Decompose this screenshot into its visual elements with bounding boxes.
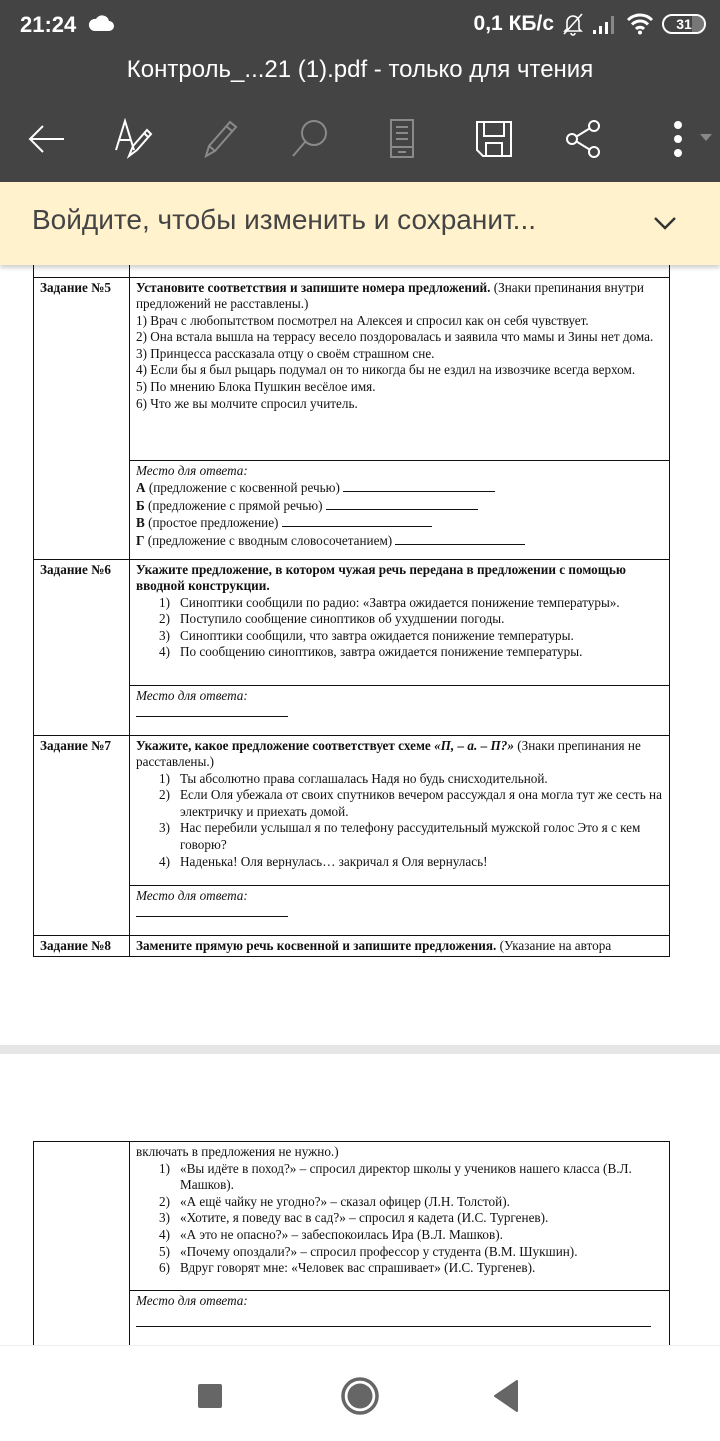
status-time: 21:24 bbox=[20, 12, 77, 37]
task-7-content bbox=[130, 735, 670, 885]
back-nav-button[interactable] bbox=[484, 1374, 528, 1418]
option: 2) «А ещё чайку не угодно?» – сказал офицер (Л.Н. Толстой). bbox=[159, 1193, 510, 1209]
sentence: 5) По мнению Блока Пушкин весёлое имя. bbox=[136, 379, 376, 395]
battery-icon bbox=[662, 14, 706, 34]
battery-level: 31 bbox=[676, 16, 692, 32]
task-6-label: Задание №6 bbox=[34, 559, 130, 735]
pencil-icon bbox=[200, 118, 240, 160]
tasks-table-page-2 bbox=[33, 1141, 670, 1345]
task-8-answer-row bbox=[34, 1291, 670, 1346]
save-icon bbox=[474, 119, 514, 159]
back-button[interactable] bbox=[20, 113, 72, 165]
home-button[interactable] bbox=[338, 1374, 382, 1418]
task-5-answer bbox=[130, 460, 670, 559]
sign-in-banner[interactable] bbox=[0, 182, 720, 265]
sentence: 4) Если бы я был рыцарь подумал он то никогда бы не ездил на извозчике всегда верхом. bbox=[136, 362, 636, 378]
answer-label: Место для ответа: bbox=[136, 1293, 248, 1308]
answer-blank[interactable] bbox=[395, 532, 525, 545]
task-6-options bbox=[136, 595, 663, 661]
answer-item-g: Г (предложение с вводным словосочетанием) bbox=[136, 532, 663, 550]
task-6-instruction: Укажите предложение, в котором чужая речь передана в предложении с помощью вводной конструкции. bbox=[136, 561, 626, 594]
option: 1) Ты абсолютно права соглашалась Надя но будь снисходительной. bbox=[159, 770, 548, 786]
task-8-note-continued: включать в предложения не нужно.) bbox=[136, 1144, 339, 1159]
search-icon bbox=[290, 118, 330, 160]
recents-icon bbox=[197, 1383, 223, 1409]
task-7-answer-row bbox=[34, 885, 670, 935]
task-8-instruction: Замените прямую речь косвенной и запишите предложения. bbox=[136, 937, 497, 953]
task-5-label: Задание №5 bbox=[34, 277, 130, 559]
task-5-instruction: Установите соответствия и запишите номера предложений. bbox=[136, 279, 491, 295]
answer-label: Место для ответа: bbox=[136, 462, 248, 478]
share-icon bbox=[564, 118, 604, 160]
status-bar bbox=[0, 0, 720, 48]
task-7-note: (Знаки препинания не расставлены.) bbox=[136, 737, 641, 770]
task-7-scheme: «П, – а. – П?» bbox=[434, 737, 514, 753]
option: 3) «Хотите, я поведу вас в сад?» – спросил я кадета (И.С. Тургенев). bbox=[159, 1210, 549, 1226]
option: 5) «Почему опоздали?» – спросил профессор у студента (В.М. Шукшин). bbox=[159, 1243, 578, 1259]
task-8-content bbox=[130, 935, 670, 957]
search-button[interactable] bbox=[284, 113, 336, 165]
option: 3) Синоптики сообщили, что завтра ожидается понижение температуры. bbox=[159, 627, 574, 643]
answer-label: Место для ответа: bbox=[136, 887, 248, 903]
task-8-answer bbox=[130, 1291, 670, 1346]
document-viewport[interactable] bbox=[0, 265, 720, 1345]
answer-item-b: Б (предложение с прямой речью) bbox=[136, 497, 663, 515]
task-5-content bbox=[130, 277, 670, 460]
edit-button[interactable] bbox=[194, 113, 246, 165]
task-7-options bbox=[136, 771, 663, 871]
wifi-icon bbox=[626, 13, 654, 35]
option: 6) Вдруг говорят мне: «Человек вас спрашивает» (И.С. Тургенев). bbox=[159, 1260, 536, 1276]
task-6-answer bbox=[130, 685, 670, 735]
task-7-row bbox=[34, 735, 670, 885]
status-icons bbox=[474, 10, 706, 38]
task-8-continued-row bbox=[34, 1142, 670, 1291]
recents-button[interactable] bbox=[188, 1374, 232, 1418]
back-arrow-icon bbox=[26, 124, 66, 154]
document-title: Контроль_...21 (1).pdf - только для чтения bbox=[126, 56, 594, 83]
share-button[interactable] bbox=[558, 113, 610, 165]
banner-text: Войдите, чтобы изменить и сохранит... bbox=[32, 204, 537, 235]
answer-blank[interactable] bbox=[343, 479, 495, 492]
task-5-answer-row bbox=[34, 460, 670, 559]
task-8-note: (Указание на автора bbox=[496, 937, 612, 953]
document-title-bar bbox=[0, 48, 720, 95]
option: 3) Нас перебили услышал я по телефону рассудительный мужской голос Это я с кем говорю? bbox=[159, 820, 641, 853]
option: 1) «Вы идёте в поход?» – спросил директор школы у учеников нашего класса (В.Л. Машков). bbox=[159, 1160, 632, 1193]
option: 4) Наденька! Оля вернулась… закричал я Оля вернулась! bbox=[159, 853, 488, 869]
reading-mode-icon bbox=[388, 118, 416, 160]
option: 2) Поступило сообщение синоптиков об ухудшении погоды. bbox=[159, 611, 505, 627]
task-8-options bbox=[136, 1161, 663, 1277]
task-8-label: Задание №8 bbox=[34, 935, 130, 957]
network-speed: 0,1 КБ/с bbox=[473, 12, 554, 35]
answer-blank[interactable] bbox=[326, 497, 478, 510]
task-5-sentences bbox=[136, 313, 663, 413]
signal-icon bbox=[592, 13, 618, 35]
table-row-previous bbox=[34, 265, 670, 277]
option: 4) По сообщению синоптиков, завтра ожидается понижение температуры. bbox=[159, 644, 583, 660]
bell-off-icon bbox=[562, 12, 584, 36]
answer-blank[interactable] bbox=[136, 704, 288, 717]
sentence: 2) Она встала вышла на террасу весело поздоровалась и заявила что мамы и Зины нет дома. bbox=[136, 329, 654, 345]
more-icon bbox=[654, 118, 714, 160]
answer-blank[interactable] bbox=[136, 904, 288, 917]
draw-button[interactable] bbox=[108, 113, 160, 165]
option: 2) Если Оля убежала от своих спутников вечером рассуждал я она могла тут же сесть на электричку и приехать домой. bbox=[159, 787, 662, 819]
answer-item-v: В (простое предложение) bbox=[136, 514, 663, 532]
task-5-row bbox=[34, 277, 670, 460]
option: 1) Синоптики сообщили по радио: «Завтра ожидается понижение температуры». bbox=[159, 594, 620, 610]
page-separator bbox=[0, 1045, 720, 1054]
answer-blank[interactable] bbox=[282, 514, 432, 527]
sentence: 1) Врач с любопытством посмотрел на Алексея и спросил как он себя чувствует. bbox=[136, 312, 589, 328]
home-icon bbox=[340, 1376, 380, 1416]
sentence: 3) Принцесса рассказала отцу о своём страшном сне. bbox=[136, 345, 435, 361]
sentence: 6) Что же вы молчите спросил учитель. bbox=[136, 395, 358, 411]
answer-blank[interactable] bbox=[136, 1314, 651, 1327]
task-7-instruction: Укажите, какое предложение соответствует схеме bbox=[136, 737, 435, 753]
back-icon bbox=[491, 1379, 521, 1413]
save-button[interactable] bbox=[468, 113, 520, 165]
task-6-row bbox=[34, 559, 670, 685]
more-button[interactable] bbox=[654, 113, 714, 165]
reading-mode-button[interactable] bbox=[376, 113, 428, 165]
cloud-icon bbox=[88, 14, 114, 32]
task-8-continued-content bbox=[130, 1142, 670, 1291]
task-7-answer bbox=[130, 885, 670, 935]
answer-item-a: А (предложение с косвенной речью) bbox=[136, 479, 663, 497]
task-6-content bbox=[130, 559, 670, 685]
tasks-table-page-1 bbox=[33, 265, 670, 957]
system-nav-bar bbox=[0, 1345, 720, 1441]
task-5-note: (Знаки препинания внутри предложений не расставлены.) bbox=[136, 279, 644, 312]
chevron-down-icon[interactable] bbox=[650, 208, 680, 238]
toolbar bbox=[0, 95, 720, 182]
text-pen-icon bbox=[114, 118, 154, 160]
option: 4) «А это не опасно?» – забеспокоилась Ира (В.Л. Машков). bbox=[159, 1226, 503, 1242]
task-7-label: Задание №7 bbox=[34, 735, 130, 935]
task-6-answer-row bbox=[34, 685, 670, 735]
answer-label: Место для ответа: bbox=[136, 687, 248, 703]
task-8-row bbox=[34, 935, 670, 957]
